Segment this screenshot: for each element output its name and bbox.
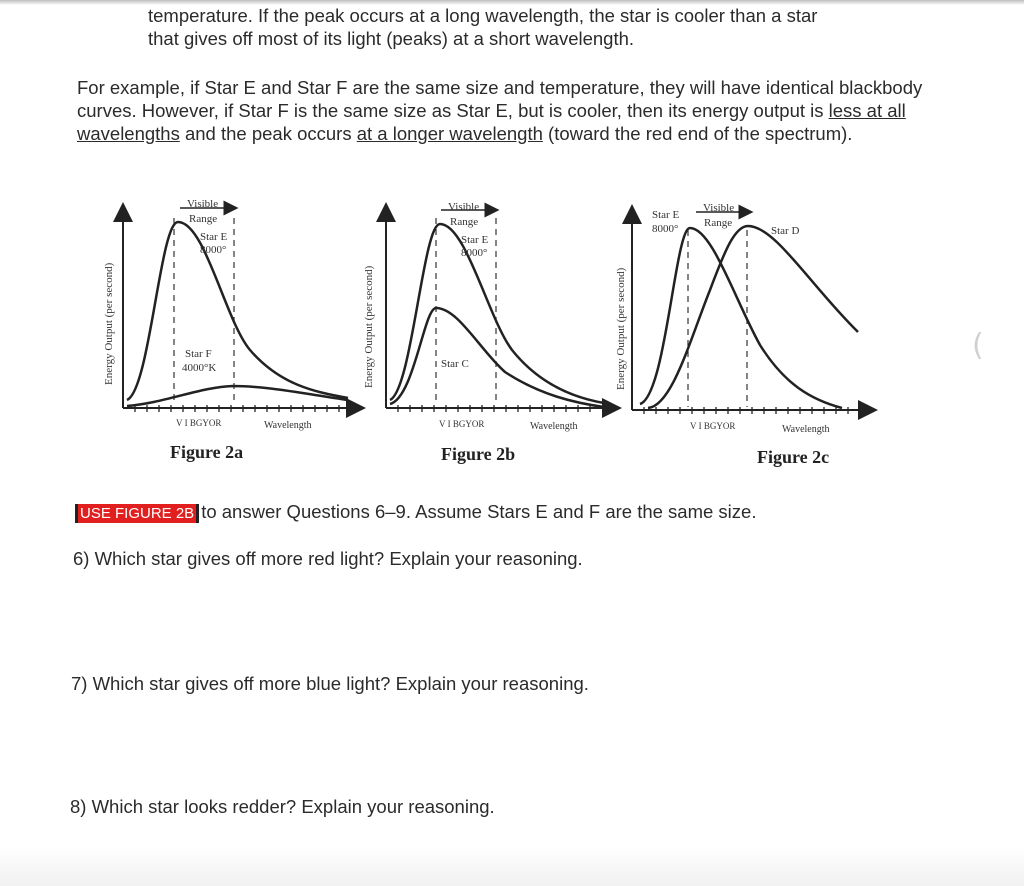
fig2a-star-e-label: Star E	[200, 231, 228, 243]
margin-parenthesis-mark: (	[972, 328, 984, 363]
fig2a-y-axis-label: Energy Output (per second)	[103, 262, 115, 385]
fig2c-star-e-curve	[640, 228, 842, 408]
use-figure-tag: USE FIGURE 2B	[75, 504, 199, 523]
fig2b-range-label: Range	[450, 216, 479, 228]
fig2a-range-label: Range	[189, 213, 218, 225]
fig2a-star-f-label: Star F	[185, 348, 212, 360]
fig2b-visible-label: Visible	[448, 201, 480, 213]
question-6: 6) Which star gives off more red light? Explain your reasoning.	[73, 548, 583, 569]
fig2b-star-e-curve	[390, 224, 604, 403]
fig2a-star-e-temp: 8000°	[200, 244, 227, 256]
fig2c-visible-label: Visible	[703, 202, 735, 214]
fig2c-spectrum-label: V I BGYOR	[690, 421, 736, 431]
fig2c-caption: Figure 2c	[757, 447, 830, 467]
question-8: 8) Which star looks redder? Explain your reasoning.	[70, 796, 495, 817]
question-7: 7) Which star gives off more blue light? Explain your reasoning.	[71, 673, 589, 694]
fig2b-y-axis-label: Energy Output (per second)	[363, 265, 375, 388]
fig2b-star-e-label: Star E	[461, 234, 489, 246]
underlined-phrase-less-at-all-wavelengths: less at all wavelengths	[77, 100, 906, 144]
fig2c-star-e-temp: 8000°	[652, 223, 679, 235]
fig2b-caption: Figure 2b	[441, 444, 516, 464]
figure-2a	[103, 198, 356, 462]
fig2a-caption: Figure 2a	[170, 442, 244, 462]
figure-2b	[363, 201, 612, 464]
figure-2c	[615, 202, 868, 467]
fig2c-star-e-label: Star E	[652, 209, 680, 221]
example-text-lead: For example, if Star E and Star F are the same size and temperature, they will have identical blackbody curves. However, if Star F is the same size as Star E, but is cooler, then its energy output is	[77, 77, 923, 121]
fig2a-star-f-temp: 4000°K	[182, 362, 217, 374]
fig2c-y-axis-label: Energy Output (per second)	[615, 267, 627, 390]
page-bottom-shade	[0, 846, 1024, 886]
example-text-tail: (toward the red end of the spectrum).	[542, 123, 853, 144]
underlined-phrase-longer-wavelength: at a longer wavelength	[356, 123, 543, 144]
fig2a-visible-label: Visible	[187, 198, 219, 210]
fig2a-spectrum-label: V I BGYOR	[176, 418, 222, 428]
example-text-mid: and the peak occurs	[179, 123, 357, 144]
instruction-line	[75, 500, 756, 525]
intro-line-2: that gives off most of its light (peaks) at a short wavelength.	[148, 28, 635, 49]
fig2c-range-label: Range	[704, 217, 733, 229]
fig2b-star-c-label: Star C	[441, 358, 469, 370]
fig2a-star-f-curve	[127, 386, 348, 406]
instruction-text: to answer Questions 6–9. Assume Stars E and F are the same size.	[201, 501, 757, 522]
intro-line-1: temperature. If the peak occurs at a long wavelength, the star is cooler than a star	[148, 5, 818, 26]
fig2a-star-e-curve	[127, 222, 348, 400]
fig2c-star-d-label: Star D	[771, 225, 800, 237]
fig2c-x-axis-label: Wavelength	[782, 424, 830, 435]
fig2b-star-e-temp: 8000°	[461, 247, 488, 259]
fig2b-spectrum-label: V I BGYOR	[439, 419, 485, 429]
fig2b-x-axis-label: Wavelength	[530, 421, 578, 432]
fig2a-x-axis-label: Wavelength	[264, 420, 312, 431]
